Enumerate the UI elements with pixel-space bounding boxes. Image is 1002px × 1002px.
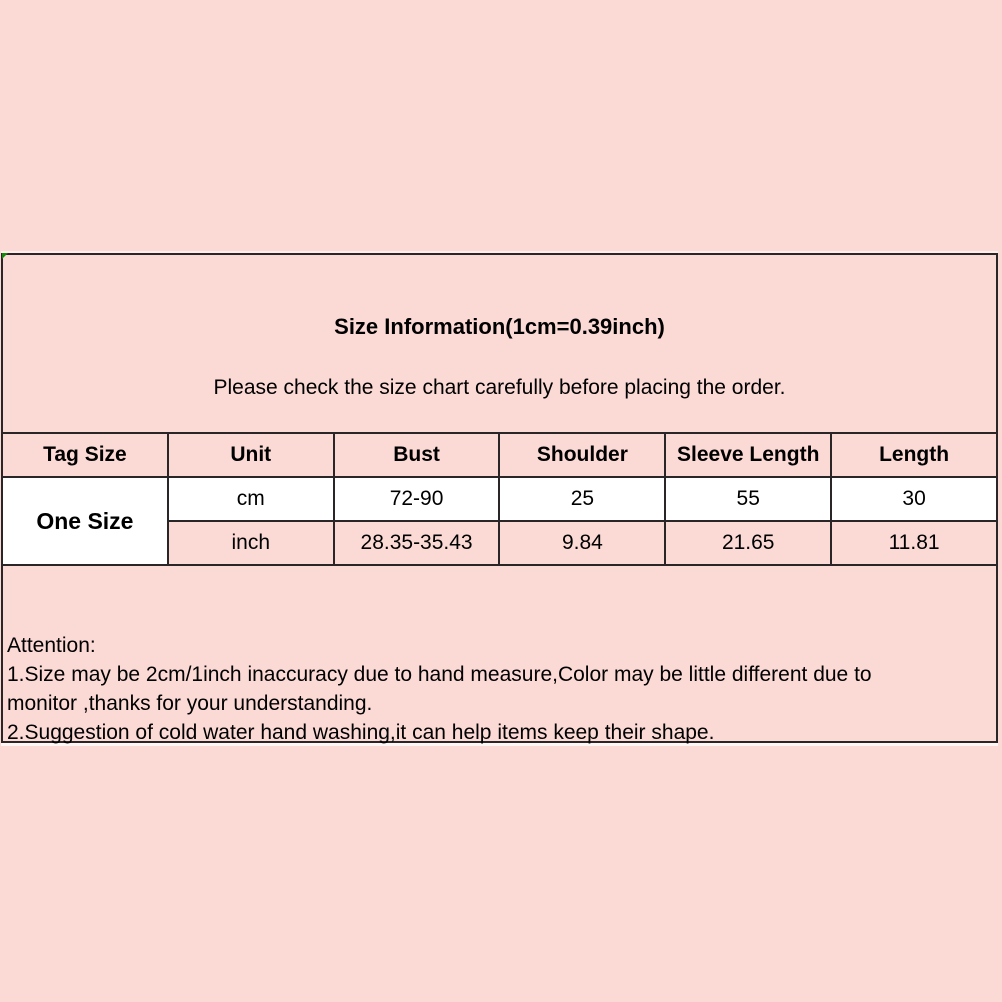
- cell-cm-shoulder: 25: [499, 477, 665, 521]
- cell-inch-bust: 28.35-35.43: [334, 521, 500, 565]
- cell-inch-sleeve-length: 21.65: [665, 521, 831, 565]
- cell-inch-unit: inch: [168, 521, 334, 565]
- cell-cm-unit: cm: [168, 477, 334, 521]
- col-header-shoulder: Shoulder: [499, 433, 665, 477]
- size-info-panel: [1, 253, 998, 743]
- col-header-unit: Unit: [168, 433, 334, 477]
- col-header-length: Length: [831, 433, 997, 477]
- cell-inch-shoulder: 9.84: [499, 521, 665, 565]
- table-row-cm: [2, 477, 997, 521]
- cell-cm-sleeve-length: 55: [665, 477, 831, 521]
- cell-cm-length: 30: [831, 477, 997, 521]
- col-header-bust: Bust: [334, 433, 500, 477]
- attention-note: [3, 631, 996, 747]
- size-table-header-row: [2, 433, 997, 477]
- attention-heading: Attention:: [7, 634, 96, 657]
- size-info-subtitle: Please check the size chart carefully before placing the order.: [213, 376, 786, 399]
- attention-line-3: 2.Suggestion of cold water hand washing,it can help items keep their shape.: [7, 721, 715, 744]
- col-header-tag-size: Tag Size: [2, 433, 168, 477]
- cell-cm-bust: 72-90: [334, 477, 500, 521]
- size-chart-table: [1, 432, 998, 566]
- cell-inch-length: 11.81: [831, 521, 997, 565]
- col-header-sleeve-length: Sleeve Length: [665, 433, 831, 477]
- cell-tag-size: One Size: [2, 477, 168, 565]
- green-corner-mark: [2, 253, 8, 259]
- attention-line-2: monitor ,thanks for your understanding.: [7, 692, 373, 715]
- attention-line-1: 1.Size may be 2cm/1inch inaccuracy due to hand measure,Color may be little different due to: [7, 663, 872, 686]
- size-info-title: Size Information(1cm=0.39inch): [334, 314, 665, 339]
